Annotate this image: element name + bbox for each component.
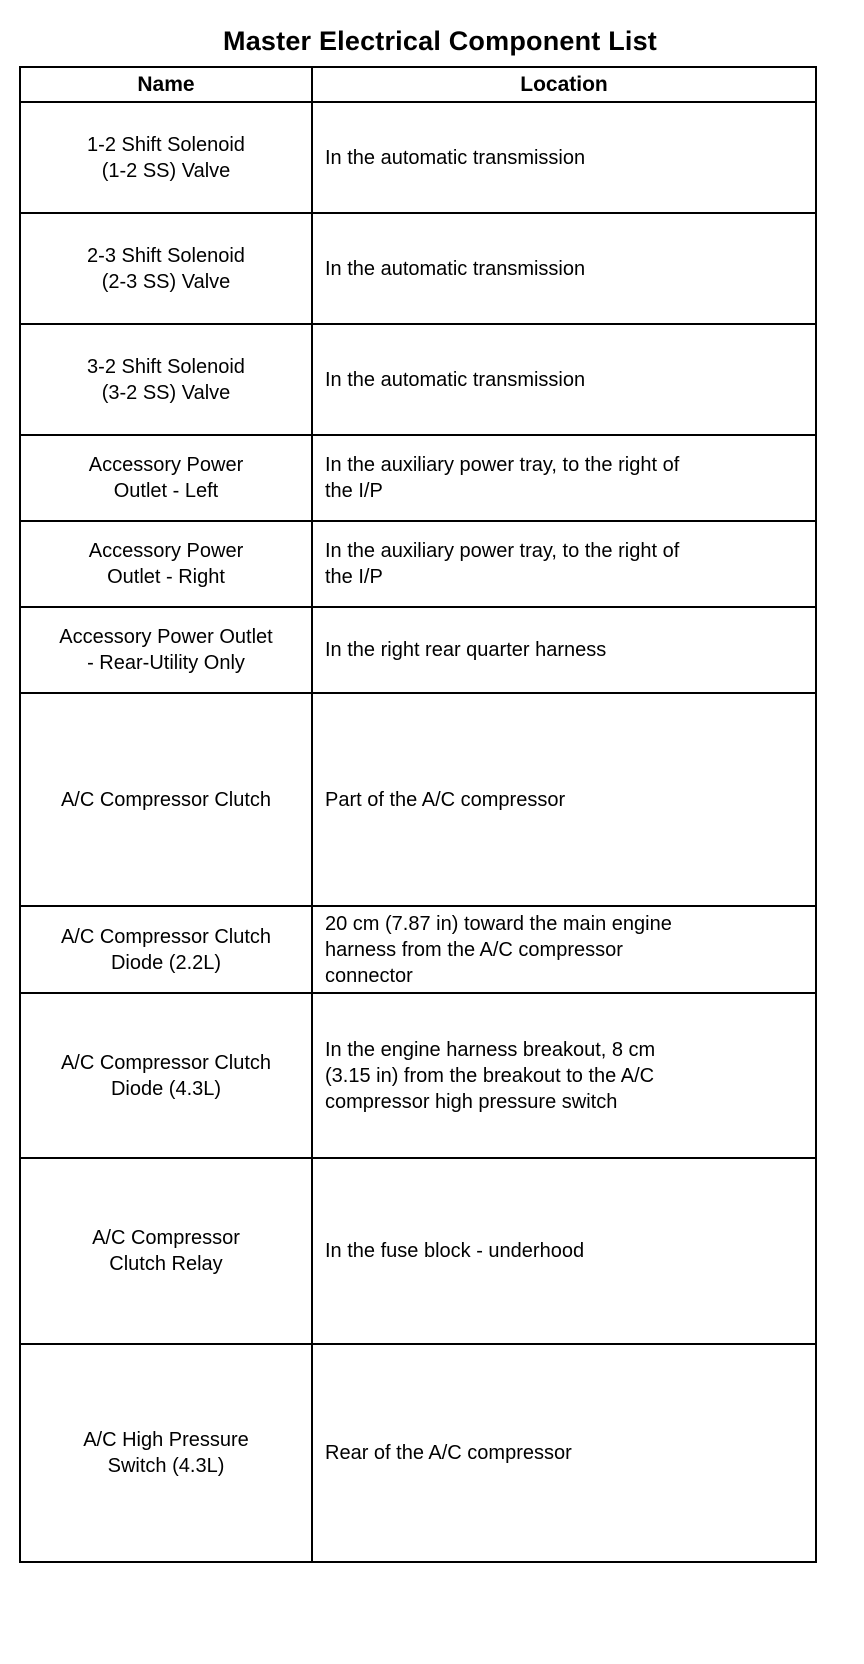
component-location-cell: [312, 607, 816, 693]
component-location: In the engine harness breakout, 8 cm (3.15 in) from the breakout to the A/C compressor high pressure switch: [325, 1038, 656, 1113]
component-location: In the automatic transmission: [325, 368, 586, 391]
component-name-cell: [20, 693, 312, 906]
component-name: A/C Compressor Clutch Diode (2.2L): [60, 925, 272, 974]
component-name: A/C High Pressure Switch (4.3L): [83, 1429, 249, 1477]
component-name: 1-2 Shift Solenoid (1-2 SS) Valve: [87, 133, 245, 182]
table-row: [20, 1344, 816, 1562]
component-location: In the auxiliary power tray, to the right of the I/P: [325, 540, 680, 588]
table-row: [20, 906, 816, 993]
table-row: [20, 607, 816, 693]
component-location: Part of the A/C compressor: [325, 788, 566, 811]
component-name-cell: [20, 1158, 312, 1344]
component-name-cell: [20, 521, 312, 607]
component-name-cell: [20, 906, 312, 993]
component-location: In the fuse block - underhood: [325, 1240, 585, 1262]
column-header-location: Location: [312, 67, 816, 102]
component-location-cell: [312, 906, 816, 993]
component-name-cell: [20, 993, 312, 1158]
component-location: 20 cm (7.87 in) toward the main engine harness from the A/C compressor connector: [325, 912, 672, 987]
table-row: [20, 521, 816, 607]
component-location-cell: [312, 213, 816, 324]
table-row: [20, 435, 816, 521]
component-name: 2-3 Shift Solenoid (2-3 SS) Valve: [87, 244, 245, 293]
component-name-cell: [20, 324, 312, 435]
component-name-cell: [20, 435, 312, 521]
component-location-cell: [312, 324, 816, 435]
component-location: In the right rear quarter harness: [325, 639, 607, 661]
table-row: [20, 102, 816, 213]
column-header-name: Name: [20, 67, 312, 102]
component-location-cell: [312, 435, 816, 521]
component-location-cell: [312, 1344, 816, 1562]
table-row: [20, 213, 816, 324]
component-name: A/C Compressor Clutch Relay: [92, 1227, 240, 1275]
component-location-cell: [312, 1158, 816, 1344]
component-location: In the auxiliary power tray, to the right of the I/P: [325, 454, 680, 502]
component-location: Rear of the A/C compressor: [325, 1442, 572, 1464]
component-name: Accessory Power Outlet - Rear-Utility Only: [59, 626, 273, 674]
component-name: 3-2 Shift Solenoid (3-2 SS) Valve: [87, 355, 245, 404]
component-location-cell: [312, 693, 816, 906]
component-name: Accessory Power Outlet - Left: [88, 454, 244, 502]
component-location: In the automatic transmission: [325, 257, 586, 280]
component-location-cell: [312, 993, 816, 1158]
component-name-cell: [20, 213, 312, 324]
table-row: [20, 993, 816, 1158]
component-name-cell: [20, 607, 312, 693]
component-name: Accessory Power Outlet - Right: [88, 540, 244, 588]
component-location-cell: [312, 102, 816, 213]
component-name: A/C Compressor Clutch: [60, 788, 272, 811]
table-row: [20, 1158, 816, 1344]
table-row: [20, 693, 816, 906]
component-location-cell: [312, 521, 816, 607]
component-location: In the automatic transmission: [325, 146, 586, 169]
table-row: [20, 324, 816, 435]
component-name-cell: [20, 1344, 312, 1562]
table-header-row: [20, 67, 816, 102]
component-name: A/C Compressor Clutch Diode (4.3L): [60, 1051, 272, 1100]
component-name-cell: [20, 102, 312, 213]
page-title: Master Electrical Component List: [223, 26, 657, 56]
component-table: [19, 66, 817, 1563]
